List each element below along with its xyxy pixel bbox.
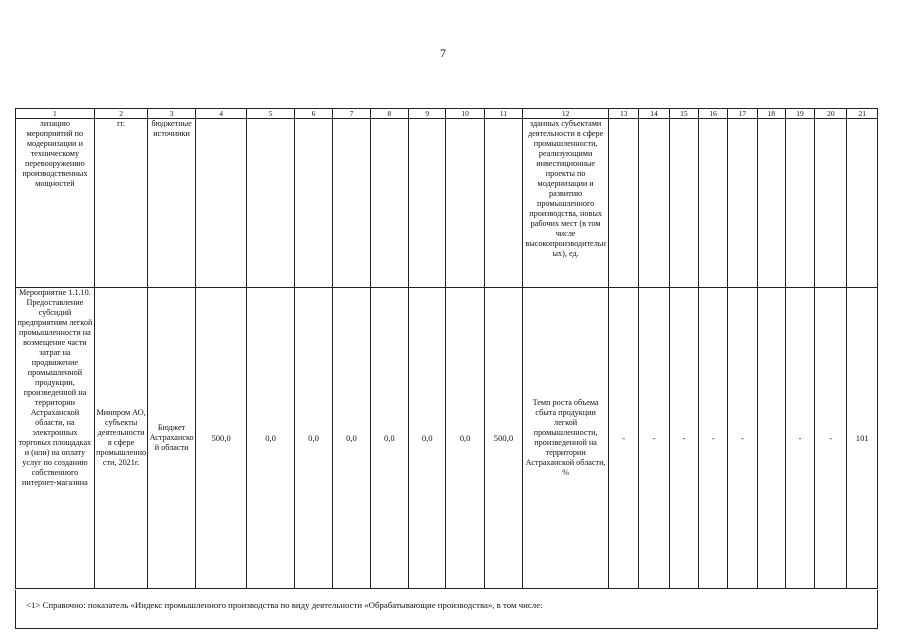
- funding-value: 0,0: [370, 288, 408, 589]
- column-number: 9: [409, 109, 446, 119]
- column-number: 12: [523, 109, 609, 119]
- table-row: [16, 119, 878, 288]
- funding-value: 500,0: [484, 288, 522, 589]
- column-number: 15: [669, 109, 698, 119]
- footnote-box: [15, 590, 878, 629]
- column-number: 20: [815, 109, 847, 119]
- indicator-description: зданных субъектами деятельности в сфере промышленности, реализующими инвестиционные проекты по модернизации и развитию промышленного производства, новых рабочих мест (в том числе высокопроизводительных), ед.: [523, 119, 609, 288]
- column-number: 14: [639, 109, 669, 119]
- column-number: 4: [195, 109, 247, 119]
- funding-source: Бюджет Астраханской области: [148, 288, 195, 589]
- column-number: 10: [446, 109, 484, 119]
- indicator-value: -: [728, 288, 757, 589]
- table-cell: [669, 119, 698, 288]
- column-number: 13: [609, 109, 639, 119]
- table-cell: [333, 119, 370, 288]
- table-cell: [847, 119, 878, 288]
- column-number: 16: [698, 109, 727, 119]
- table-cell: [195, 119, 247, 288]
- funding-value: 0,0: [409, 288, 446, 589]
- indicator-value: -: [669, 288, 698, 589]
- column-number: 8: [370, 109, 408, 119]
- table-cell: [484, 119, 522, 288]
- funding-total: 500,0: [195, 288, 247, 589]
- funding-value: 0,0: [294, 288, 332, 589]
- table-cell: [639, 119, 669, 288]
- column-number: 6: [294, 109, 332, 119]
- column-number: 7: [333, 109, 370, 119]
- table-cell: [409, 119, 446, 288]
- responsible-executor: гг.: [94, 119, 148, 288]
- table-cell: [609, 119, 639, 288]
- table-cell: [785, 119, 814, 288]
- page-number: 7: [440, 46, 446, 60]
- funding-value: 0,0: [247, 288, 294, 589]
- indicator-value: 101: [847, 288, 878, 589]
- funding-value: 0,0: [333, 288, 370, 589]
- table-cell: [815, 119, 847, 288]
- column-number: 19: [785, 109, 814, 119]
- column-number: 1: [16, 109, 95, 119]
- table-cell: [757, 119, 785, 288]
- column-number: 3: [148, 109, 195, 119]
- footnote: <1> Справочно: показатель «Индекс промышленного производства по виду деятельности «Обрабатывающие производства», в том числе:: [26, 600, 543, 610]
- funding-source: бюджетные источники: [148, 119, 195, 288]
- table-row: [16, 288, 878, 589]
- responsible-executor: Минпром АО, субъекты деятельности в сфере промышленности, 2021г.: [94, 288, 148, 589]
- indicator-value: -: [609, 288, 639, 589]
- measure-description: лизацию мероприятий по модернизации и техническому перевооружению производственных мощностей: [16, 119, 95, 288]
- column-number: 17: [728, 109, 757, 119]
- header-row: [16, 109, 878, 119]
- measure-description: Мероприятие 1.1.10. Предоставление субсидий предприятиям легкой промышленности на возмещение части затрат на продвижение промышленной продукции, произведенной на территории Астраханской области, на электронных торговых площадках и (или) на оплату услуг по созданию собственного интернет-магазина: [16, 288, 95, 589]
- indicator-value: [757, 288, 785, 589]
- table-cell: [294, 119, 332, 288]
- column-number: 11: [484, 109, 522, 119]
- column-number: 18: [757, 109, 785, 119]
- indicator-value: -: [639, 288, 669, 589]
- indicator-value: -: [785, 288, 814, 589]
- column-number: 2: [94, 109, 148, 119]
- indicator-description: Темп роста объема сбыта продукции легкой промышленности, произведенной на территории Астраханской области, %: [523, 288, 609, 589]
- column-number: 21: [847, 109, 878, 119]
- table-cell: [728, 119, 757, 288]
- column-number: 5: [247, 109, 294, 119]
- table-cell: [370, 119, 408, 288]
- indicator-value: -: [698, 288, 727, 589]
- indicator-value: -: [815, 288, 847, 589]
- program-table: [15, 108, 878, 589]
- table-cell: [446, 119, 484, 288]
- funding-value: 0,0: [446, 288, 484, 589]
- table-cell: [247, 119, 294, 288]
- table-cell: [698, 119, 727, 288]
